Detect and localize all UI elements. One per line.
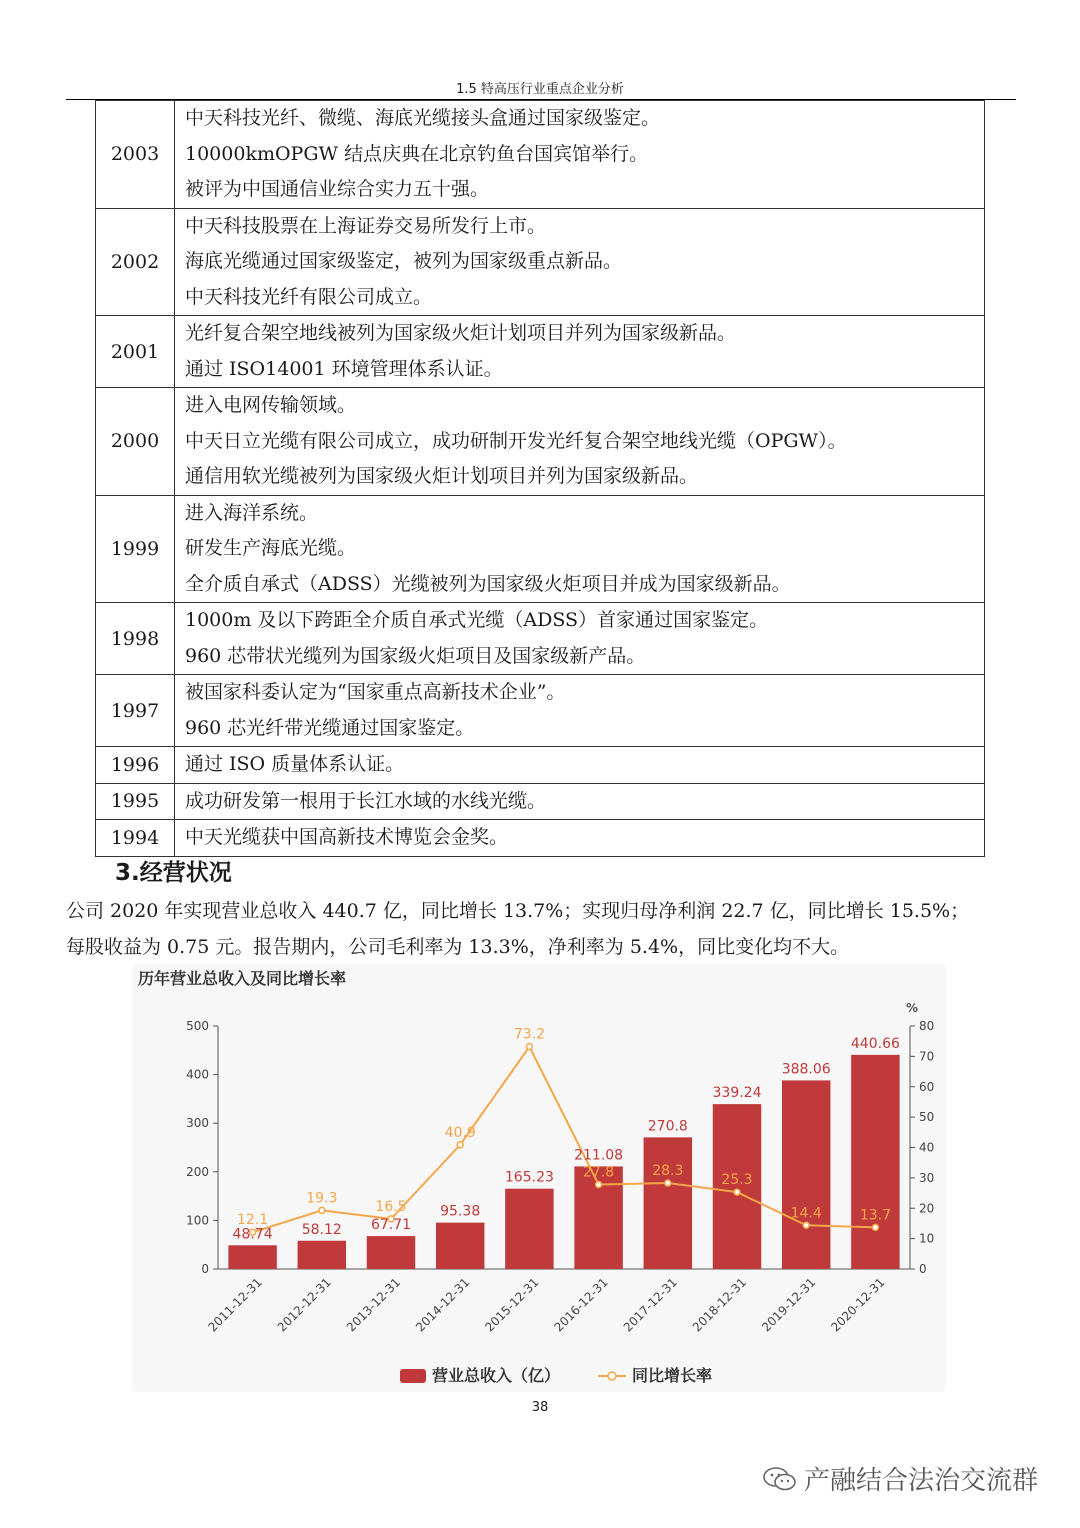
revenue-bar <box>298 1241 346 1269</box>
running-header: 1.5 特高压行业重点企业分析 <box>456 82 624 97</box>
events-cell <box>175 101 985 209</box>
events-cell <box>175 388 985 496</box>
event-line: 960 芯带状光缆列为国家级火炬项目及国家级新产品。 <box>185 644 646 667</box>
timeline-row <box>96 388 985 496</box>
left-axis-tick-label: 0 <box>201 1262 209 1276</box>
right-axis-tick-label: 30 <box>919 1170 935 1185</box>
x-tick-label: 2017-12-31 <box>620 1275 680 1335</box>
revenue-label: 440.66 <box>850 1035 900 1052</box>
events-cell <box>175 675 985 747</box>
timeline-row <box>96 675 985 747</box>
revenue-bar <box>367 1236 415 1269</box>
events-cell <box>175 495 985 603</box>
right-axis-tick-label: 0 <box>919 1262 927 1276</box>
growth-label: 40.9 <box>444 1124 476 1141</box>
year-cell: 1996 <box>96 747 175 784</box>
timeline-table <box>95 100 985 857</box>
event-line: 研发生产海底光缆。 <box>185 537 357 559</box>
revenue-bar <box>505 1189 553 1269</box>
revenue-label: 67.71 <box>370 1217 412 1234</box>
growth-point <box>665 1180 671 1186</box>
growth-label: 25.3 <box>721 1172 753 1189</box>
event-line: 全介质自承式（ADSS）光缆被列为国家级火炬项目并成为国家级新品。 <box>185 572 791 595</box>
revenue-growth-chart <box>132 990 946 1390</box>
event-line: 10000kmOPGW 结点庆典在北京钓鱼台国宾馆举行。 <box>185 142 649 165</box>
watermark-text: 产融结合法治交流群 <box>804 1466 1039 1496</box>
year-cell: 2000 <box>96 388 175 496</box>
right-axis-tick-label: 10 <box>919 1231 935 1246</box>
x-tick-label: 2018-12-31 <box>689 1275 750 1335</box>
x-tick-label: 2012-12-31 <box>274 1275 334 1335</box>
event-line: 1000m 及以下跨距全介质自承式光缆（ADSS）首家通过国家鉴定。 <box>185 609 769 631</box>
event-line: 光纤复合架空地线被列为国家级火炬计划项目并列为国家级新品。 <box>185 322 737 344</box>
legend-bar-label: 营业总收入（亿） <box>432 1366 561 1385</box>
event-line: 通信用软光缆被列为国家级火炬计划项目并列为国家级新品。 <box>185 465 699 487</box>
timeline-row <box>96 783 985 820</box>
events-cell <box>175 747 985 784</box>
event-line: 中天日立光缆有限公司成立，成功研制开发光纤复合架空地线光缆（OPGW）。 <box>185 429 847 452</box>
year-cell: 1997 <box>96 675 175 747</box>
event-line: 中天科技股票在上海证券交易所发行上市。 <box>185 214 547 237</box>
growth-label: 14.4 <box>790 1205 822 1222</box>
revenue-label: 270.8 <box>647 1118 688 1135</box>
right-axis-tick-label: 40 <box>919 1140 935 1155</box>
timeline-row <box>96 747 985 784</box>
year-cell: 2002 <box>96 208 175 316</box>
year-cell: 1995 <box>96 783 175 820</box>
revenue-label: 211.08 <box>574 1147 624 1164</box>
event-line: 被国家科委认定为“国家重点高新技术企业”。 <box>185 681 566 703</box>
growth-point <box>872 1224 878 1230</box>
right-axis-unit: % <box>906 1001 919 1015</box>
right-axis-tick-label: 70 <box>919 1049 935 1064</box>
revenue-bar <box>644 1137 692 1269</box>
timeline-row <box>96 208 985 316</box>
year-cell: 1999 <box>96 495 175 603</box>
growth-point <box>596 1182 602 1188</box>
events-cell <box>175 603 985 675</box>
watermark <box>762 1460 1038 1497</box>
paragraph-line: 公司 2020 年实现营业总收入 440.7 亿，同比增长 13.7%；实现归母净利润 22.7 亿，同比增长 15.5%； <box>66 900 970 922</box>
section-title: 3.经营状况 <box>115 860 232 886</box>
events-cell <box>175 316 985 388</box>
x-tick-label: 2016-12-31 <box>551 1275 611 1335</box>
event-line: 成功研发第一根用于长江水域的水线光缆。 <box>185 789 547 812</box>
event-line: 进入海洋系统。 <box>185 501 319 524</box>
growth-point <box>319 1207 325 1213</box>
events-cell <box>175 783 985 820</box>
growth-label: 73.2 <box>513 1026 545 1043</box>
legend-line-label: 同比增长率 <box>632 1366 713 1385</box>
event-line: 960 芯光纤带光缆通过国家鉴定。 <box>185 716 475 739</box>
left-axis-tick-label: 500 <box>186 1019 209 1033</box>
year-cell: 1994 <box>96 820 175 857</box>
x-tick-label: 2013-12-31 <box>343 1275 404 1335</box>
revenue-bar <box>228 1245 276 1269</box>
event-line: 中天科技光纤有限公司成立。 <box>185 285 433 308</box>
year-cell: 2003 <box>96 101 175 209</box>
x-tick-label: 2014-12-31 <box>413 1275 473 1335</box>
revenue-label: 339.24 <box>712 1085 762 1102</box>
year-cell: 1998 <box>96 603 175 675</box>
year-cell: 2001 <box>96 316 175 388</box>
growth-label: 28.3 <box>652 1163 684 1180</box>
right-axis-tick-label: 80 <box>919 1019 935 1033</box>
event-line: 中天科技光纤、微缆、海底光缆接头盒通过国家级鉴定。 <box>185 107 661 129</box>
event-line: 进入电网传输领域。 <box>185 394 357 416</box>
revenue-bar <box>851 1055 899 1269</box>
revenue-label: 48.74 <box>232 1226 273 1243</box>
section-paragraph <box>66 893 1016 965</box>
x-tick-label: 2011-12-31 <box>205 1275 265 1335</box>
paragraph-line: 每股收益为 0.75 元。报告期内，公司毛利率为 13.3%，净利率为 5.4%，同比变化均不大。 <box>66 936 850 958</box>
timeline-row <box>96 603 985 675</box>
growth-point <box>803 1222 809 1228</box>
growth-point <box>734 1189 740 1195</box>
left-axis-tick-label: 300 <box>186 1116 209 1131</box>
revenue-label: 95.38 <box>440 1203 481 1220</box>
left-axis-tick-label: 200 <box>186 1164 209 1179</box>
page-number: 38 <box>531 1400 549 1415</box>
legend-line-marker <box>608 1372 616 1380</box>
left-axis-tick-label: 400 <box>186 1067 209 1082</box>
wechat-icon <box>762 1465 798 1493</box>
timeline-row <box>96 101 985 209</box>
event-line: 海底光缆通过国家级鉴定，被列为国家级重点新品。 <box>185 250 623 272</box>
event-line: 通过 ISO 质量体系认证。 <box>185 753 405 775</box>
left-axis-tick-label: 100 <box>186 1213 209 1228</box>
revenue-bar <box>436 1223 484 1269</box>
growth-label: 13.7 <box>859 1207 891 1224</box>
revenue-label: 165.23 <box>504 1169 554 1186</box>
right-axis-tick-label: 50 <box>919 1110 935 1125</box>
revenue-label: 388.06 <box>781 1061 831 1078</box>
x-tick-label: 2019-12-31 <box>759 1275 819 1335</box>
right-axis-tick-label: 60 <box>919 1079 935 1094</box>
events-cell <box>175 208 985 316</box>
event-line: 通过 ISO14001 环境管理体系认证。 <box>185 357 503 380</box>
event-line: 中天光缆获中国高新技术博览会金奖。 <box>185 826 509 848</box>
right-axis-tick-label: 20 <box>919 1201 935 1216</box>
revenue-label: 58.12 <box>301 1221 342 1238</box>
growth-label: 16.5 <box>375 1198 407 1215</box>
x-tick-label: 2020-12-31 <box>828 1275 888 1335</box>
revenue-bar <box>782 1080 830 1269</box>
timeline-row <box>96 820 985 857</box>
growth-point <box>457 1142 463 1148</box>
growth-label: 12.1 <box>237 1212 269 1229</box>
growth-label: 19.3 <box>306 1190 338 1207</box>
chart-title: 历年营业总收入及同比增长率 <box>138 969 347 988</box>
legend-bar-swatch <box>400 1369 426 1383</box>
growth-label: 27.8 <box>583 1164 615 1181</box>
events-cell <box>175 820 985 857</box>
timeline-row <box>96 495 985 603</box>
timeline-row <box>96 316 985 388</box>
event-line: 被评为中国通信业综合实力五十强。 <box>185 178 490 200</box>
growth-point <box>526 1044 532 1050</box>
x-tick-label: 2015-12-31 <box>482 1275 542 1335</box>
